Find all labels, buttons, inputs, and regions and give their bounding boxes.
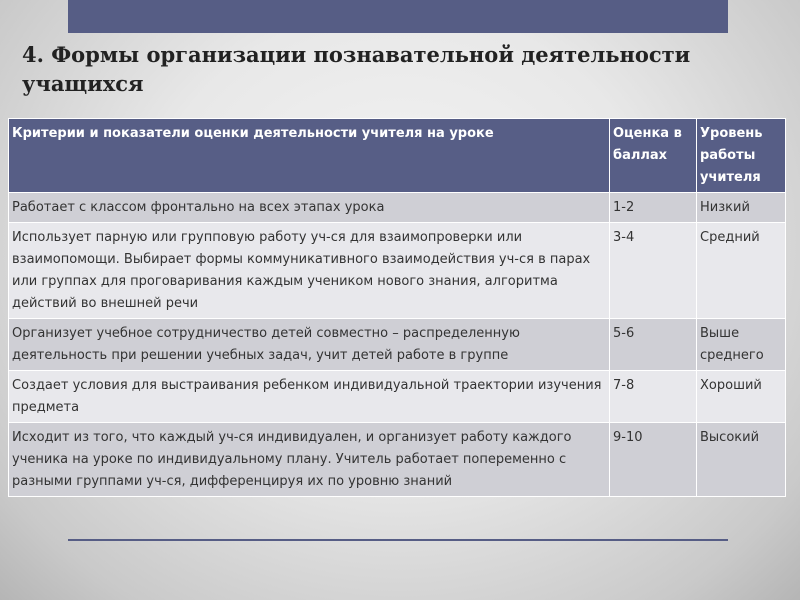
level-cell: Хороший (697, 371, 786, 423)
table-row (9, 319, 786, 371)
score-cell: 5-6 (610, 319, 697, 371)
table-row (9, 193, 786, 223)
table-row (9, 423, 786, 497)
header-criteria: Критерии и показатели оценки деятельности учителя на уроке (9, 119, 610, 193)
criterion-cell: Использует парную или групповую работу уч-ся для взаимопроверки или взаимопомощи. Выбирает формы коммуникативного взаимодействия уч-ся в парах или группах для проговаривания каждым учеником нового знания, алгоритма действий во внешней речи (9, 223, 610, 319)
slide-title: 4. Формы организации познавательной деятельности учащихся (22, 42, 691, 96)
table-row (9, 371, 786, 423)
criteria-table (8, 118, 786, 497)
level-cell: Средний (697, 223, 786, 319)
table-header-row (9, 119, 786, 193)
criterion-cell: Создает условия для выстраивания ребенком индивидуальной траектории изучения предмета (9, 371, 610, 423)
bottom-divider (68, 539, 728, 541)
score-cell: 7-8 (610, 371, 697, 423)
header-level: Уровень работы учителя (697, 119, 786, 193)
score-cell: 3-4 (610, 223, 697, 319)
criterion-cell: Организует учебное сотрудничество детей совместно – распределенную деятельность при решении учебных задач, учит детей работе в группе (9, 319, 610, 371)
header-score: Оценка в баллах (610, 119, 697, 193)
top-accent-bar (68, 0, 728, 33)
score-cell: 9-10 (610, 423, 697, 497)
table-row (9, 223, 786, 319)
score-cell: 1-2 (610, 193, 697, 223)
level-cell: Высокий (697, 423, 786, 497)
criterion-cell: Работает с классом фронтально на всех этапах урока (9, 193, 610, 223)
criterion-cell: Исходит из того, что каждый уч-ся индивидуален, и организует работу каждого ученика на уроке по индивидуальному плану. Учитель работает попеременно с разными группами уч-ся, дифференцируя их по уровню знаний (9, 423, 610, 497)
level-cell: Выше среднего (697, 319, 786, 371)
level-cell: Низкий (697, 193, 786, 223)
